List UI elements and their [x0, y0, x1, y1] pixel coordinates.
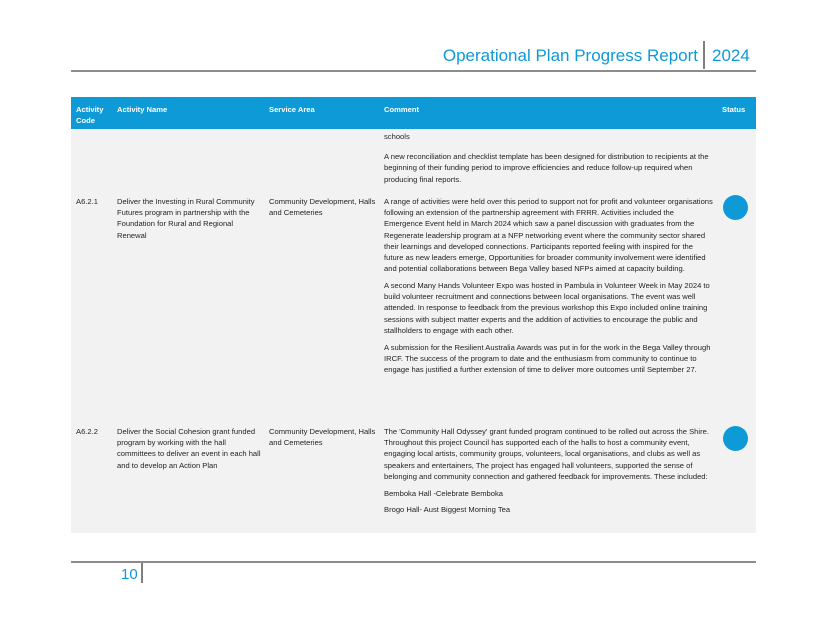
header-rule — [71, 70, 756, 72]
service-area: Community Development, Halls and Cemeteries — [269, 427, 376, 448]
comment — [384, 196, 714, 381]
footer-rule — [71, 561, 756, 563]
comment-paragraph: A new reconciliation and checklist template has been designed for distribution to recipients at the beginning of their funding period to improve efficiencies and reduce follow-up required when producing final reports. — [384, 152, 709, 184]
carryover-comment — [384, 131, 714, 190]
status-indicator — [723, 195, 748, 220]
header-separator — [703, 41, 705, 69]
activity-name: Deliver the Social Cohesion grant funded program by working with the hall committees to deliver an event in each hall and to develop an Action Plan — [117, 427, 261, 470]
comment-paragraph: The 'Community Hall Odyssey' grant funded program continued to be rolled out across the Shire. Throughout this project Council has supported each of the halls to host a community event, engaging local artists, community groups, volunteers, local organisations, and clubs as well as speakers and entertainers, The project has engaged hall volunteers, supported the sense of belonging and community connection and gathered feedback for improvements. These included: — [384, 427, 709, 481]
activity-code: A6.2.2 — [76, 427, 98, 436]
comment-paragraph: Bemboka Hall -Celebrate Bemboka — [384, 488, 504, 498]
report-title: Operational Plan Progress Report — [442, 46, 698, 65]
table-body — [71, 129, 756, 533]
page-number: 10 — [121, 566, 138, 583]
report-year: 2024 — [712, 46, 750, 65]
activity-name: Deliver the Investing in Rural Community Futures program in partnership with the Foundation for Rural and Regional Renewal — [117, 197, 255, 240]
comment-paragraph: A second Many Hands Volunteer Expo was hosted in Pambula in Volunteer Week in May 2024 to build volunteer recruitment and connections between local organisations. The event was well attended. In response to feedback from the previous workshop this Expo included online training sessions with subject matter experts and the addition of activities to encourage the public and stallholders to engage with each other. — [384, 281, 710, 335]
status-indicator — [723, 426, 748, 451]
comment — [384, 426, 714, 521]
service-area: Community Development, Halls and Cemeteries — [269, 197, 376, 218]
column-header-status: Status — [722, 105, 746, 114]
comment-paragraph: Brogo Hall- Aust Biggest Morning Tea — [384, 505, 511, 515]
column-header-service-area: Service Area — [269, 105, 315, 114]
comment-paragraph: schools — [384, 132, 410, 141]
comment-paragraph: A range of activities were held over this period to support not for profit and volunteer organisations following an extension of the partnership agreement with FRRR. Activities included the Emergence Event held in March 2024 which saw a panel discussion with graduates from the Regenerate leadership program at a NFP networking event where the community sector shared their learnings and developed connections. Participants reported feeling with inspired for the future as new leaders emerge, Opportunities for broader community involvement were identified and potential collaborations between Bega Valley based NFPs aimed at capacity building. — [384, 197, 713, 274]
table-header — [71, 97, 756, 129]
footer-separator — [141, 563, 143, 583]
activity-code: A6.2.1 — [76, 197, 98, 206]
column-header-activity-name: Activity Name — [117, 105, 168, 114]
comment-paragraph: A submission for the Resilient Australia Awards was put in for the work in the Bega Valley through IRCF. The success of the program to date and the enthusiasm from community to continue to engage has justified a further extension of time to deliver more outcomes until September 27. — [384, 342, 711, 375]
column-header-comment: Comment — [384, 105, 420, 114]
column-header-activity-code: Activity Code — [76, 105, 104, 125]
